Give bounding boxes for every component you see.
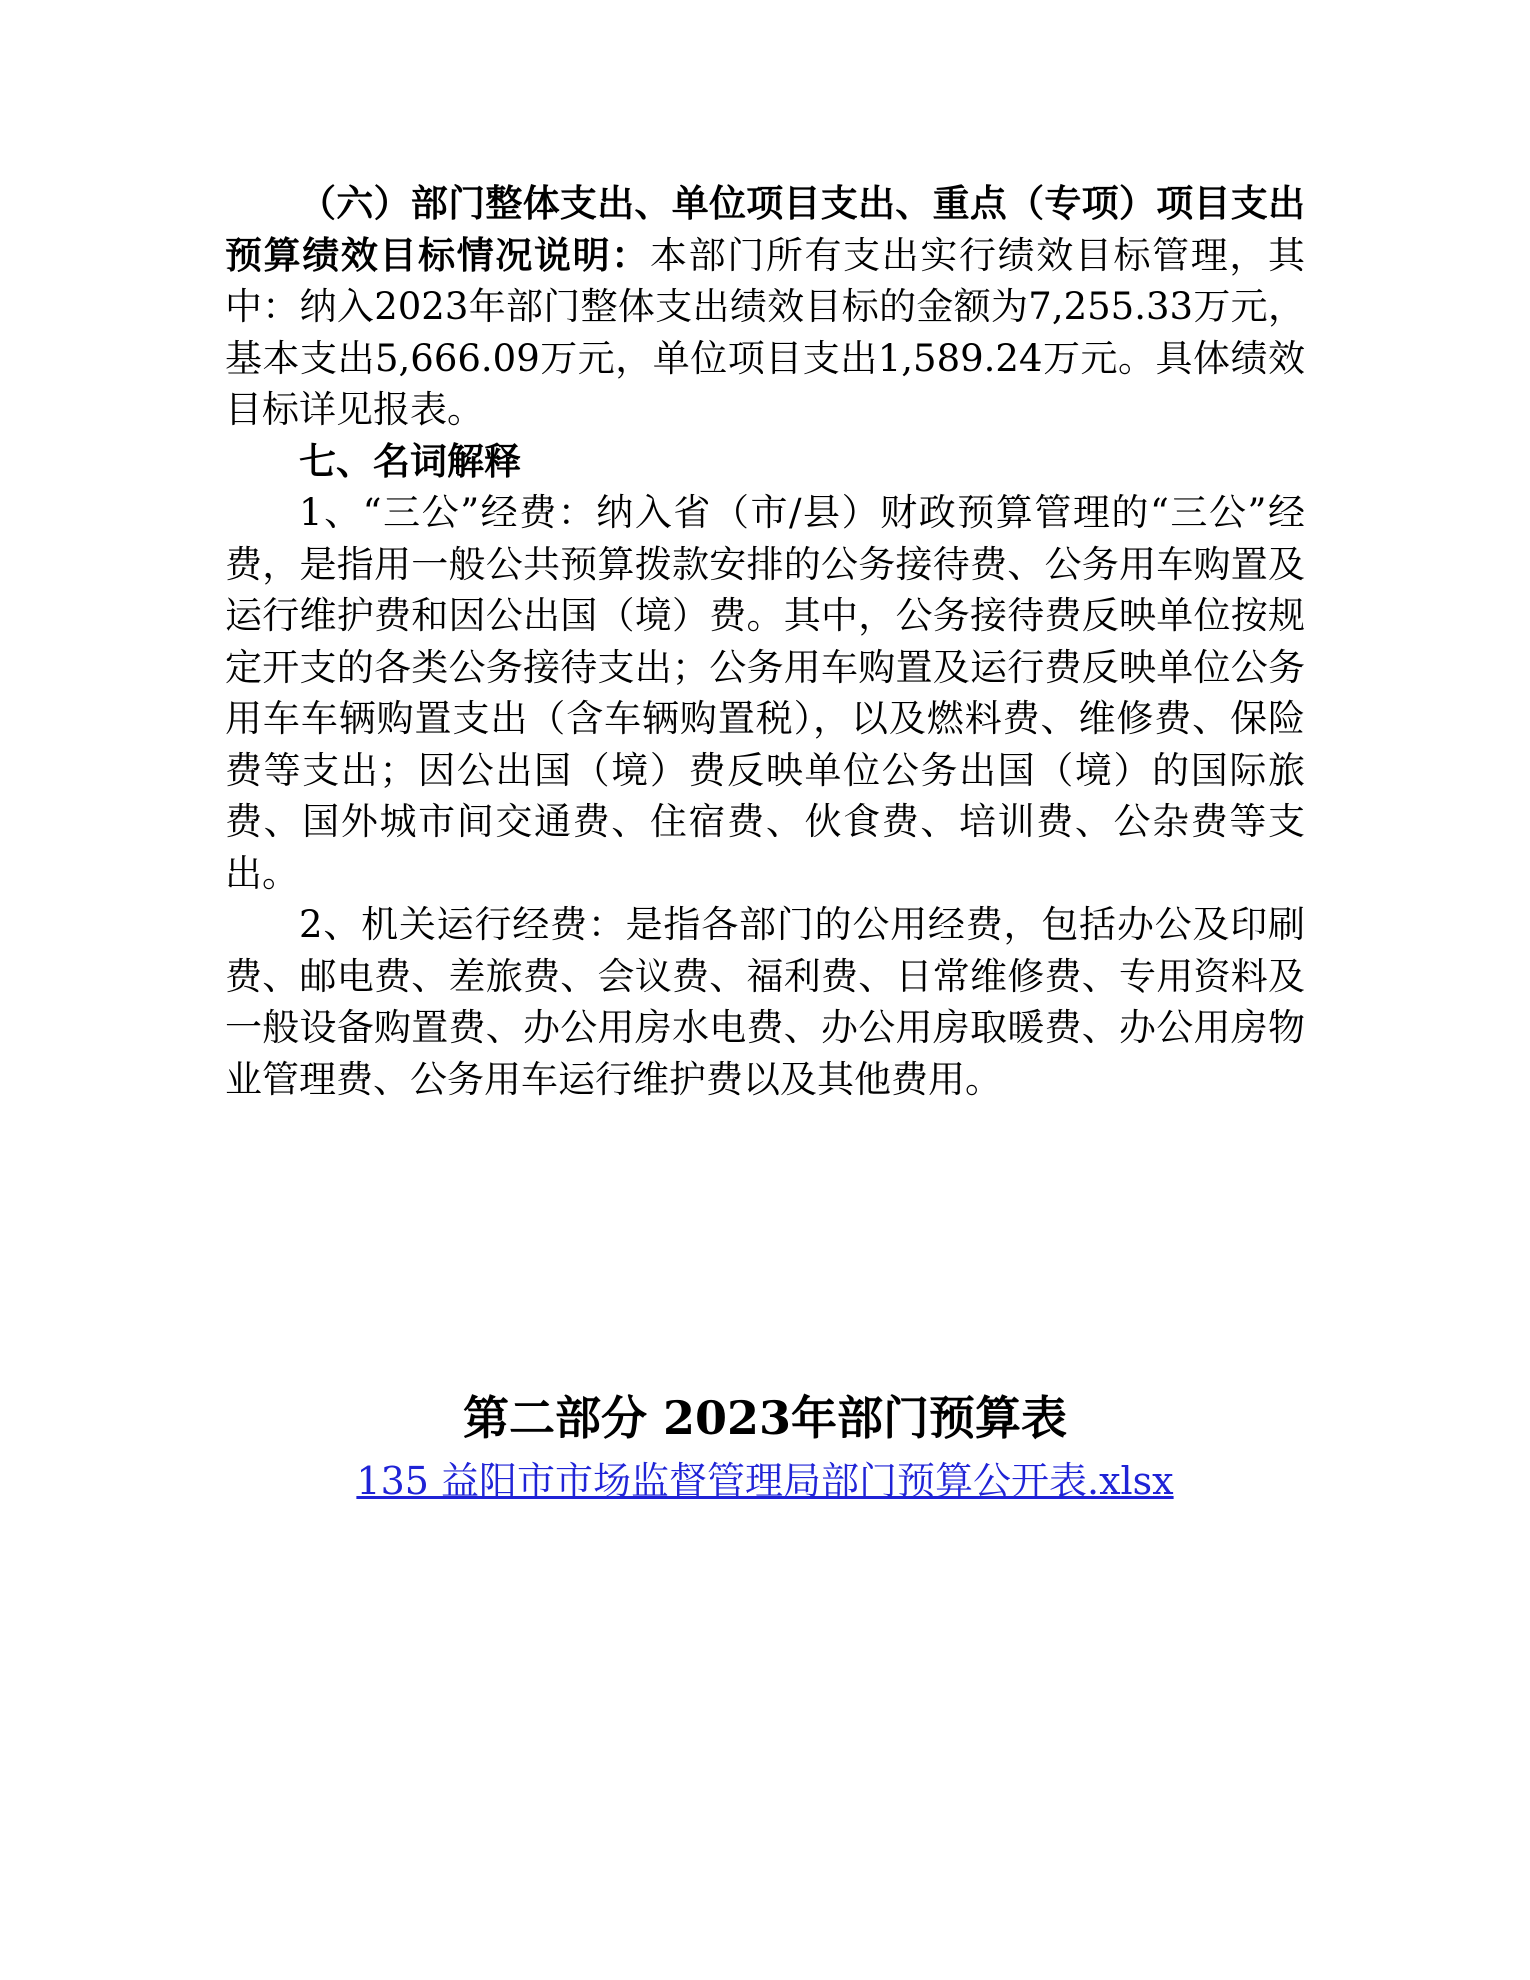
section6-body: 本部门所有支出实行绩效目标管理，其中：纳入2023年部门整体支出绩效目标的金额为7,255.33万元，基本支出5,666.09万元，单位项目支出1,589.24万元。具体绩效目标详见报表。: [225, 233, 1306, 431]
section7-heading: 七、名词解释: [299, 438, 521, 483]
section6-paragraph: [225, 178, 1305, 436]
term-three-public-expenses: 1、“三公”经费：纳入省（市/县）财政预算管理的“三公”经费，是指用一般公共预算拨款安排的公务接待费、公务用车购置及运行维护费和因公出国（境）费。其中，公务接待费反映单位按规定开支的各类公务接待支出；公务用车购置及运行费反映单位公务用车车辆购置支出（含车辆购置税），以及燃料费、维修费、保险费等支出；因公出国（境）费反映单位公务出国（境）的国际旅费、国外城市间交通费、住宿费、伙食费、培训费、公杂费等支出。: [225, 491, 1305, 895]
section6-heading: （六）部门整体支出、单位项目支出、重点（专项）项目支出预算绩效目标情况说明：: [225, 181, 1305, 277]
budget-table-attachment-link[interactable]: 135 益阳市市场监督管理局部门预算公开表.xlsx: [356, 1459, 1174, 1503]
part2-title: 第二部分 2023年部门预算表: [462, 1391, 1068, 1445]
term-agency-operating-expenses: 2、机关运行经费：是指各部门的公用经费，包括办公及印刷费、邮电费、差旅费、会议费、福利费、日常维修费、专用资料及一般设备购置费、办公用房水电费、办公用房取暖费、办公用房物业管理费、公务用车运行维护费以及其他费用。: [225, 903, 1305, 1101]
document-page: [225, 178, 1306, 1503]
